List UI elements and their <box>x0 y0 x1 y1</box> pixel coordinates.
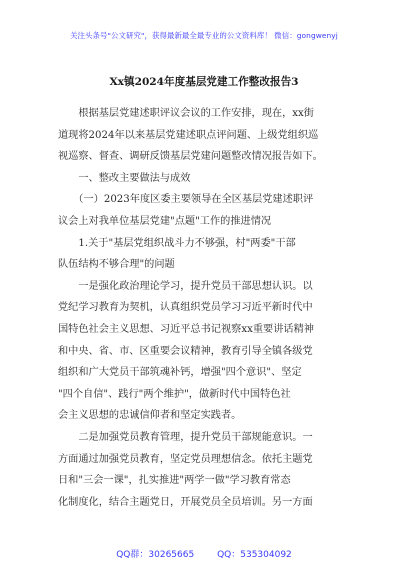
body-line: 一是强化政治理论学习，提升党员干部思想认识。以 <box>58 280 313 292</box>
body-line: 方面通过加强党员教育，坚定党员理想信念。依托主题党 <box>58 453 313 465</box>
body-line: 二是加强党员教育管理，提升党员干部规能意识。一 <box>58 431 313 443</box>
body-line: 国特色社会主义思想、习近平总书记视察xx重要讲话精神 <box>58 323 314 335</box>
body-line: 根据基层党建述职评议会议的工作安排，现在，xx街 <box>58 108 314 119</box>
body-line: 道现将2024年以来基层党建述职点评问题、上级党组织巡 <box>58 129 319 141</box>
document-body <box>58 103 356 513</box>
subsection-heading: （一）2023年度区委主要领导在全区基层党建述职评 <box>58 194 314 206</box>
subsection-heading: 议会上对我单位基层党建"点题"工作的推进情况 <box>58 215 272 227</box>
document-title: Xx镇2024年度基层党建工作整改报告3 <box>109 76 299 88</box>
body-line: 和中央、省、市、区重要会议精神，教育引导全镇各级党 <box>58 345 313 357</box>
body-line: "四个自信"、践行"两个维护"，做新时代中国特色社 <box>58 388 291 400</box>
item-heading: 队伍结构不够合理"的问题 <box>58 259 175 271</box>
item-heading: 1.关于"基层党组织战斗力不够强，村"两委"干部 <box>58 237 296 249</box>
body-line: 组织和广大党员干部筑魂补钙，增强"四个意识"、坚定 <box>58 367 302 379</box>
body-line: 党纪学习教育为契机，认真组织党员学习习近平新时代中 <box>58 302 313 314</box>
body-line: 视巡察、督查、调研反馈基层党建问题整改情况报告如下。 <box>58 151 323 163</box>
body-line: 会主义思想的忠诚信仰者和坚定实践者。 <box>58 410 242 422</box>
body-line: 化制度化，结合主题党日，开展党员全员培训。另一方面 <box>58 496 313 508</box>
body-line: 日和"三会一课"，扎实推进"两学一做"学习教育常态 <box>58 475 291 487</box>
footer-contact <box>0 547 408 560</box>
section-heading: 一、整改主要做法与成效 <box>58 172 191 184</box>
footer-qq-group: QQ群：30265665 <box>116 550 195 560</box>
header-banner: 关注头条号"公文研究"，获得最新最全最专业的公文资料库！ 微信：gongwenyj <box>70 31 338 40</box>
footer-qq: QQ：535304092 <box>217 550 292 560</box>
